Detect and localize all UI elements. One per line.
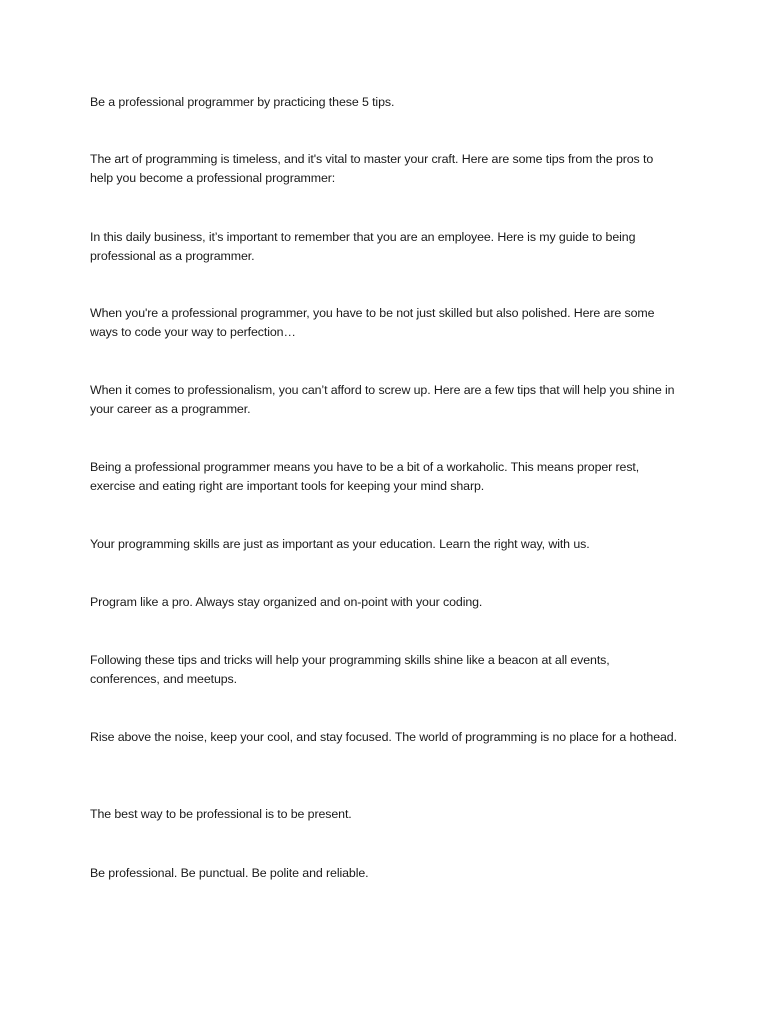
paragraph: Following these tips and tricks will help your programming skills shine like a beacon at all events, conferences, and meetups. <box>90 653 610 686</box>
paragraph: Being a professional programmer means you have to be a bit of a workaholic. This means proper rest, exercise and eating right are important tools for keeping your mind sharp. <box>90 460 640 493</box>
paragraph: The best way to be professional is to be present. <box>90 807 352 821</box>
paragraph: When it comes to professionalism, you can’t afford to screw up. Here are a few tips that will help you shine in your career as a programmer. <box>90 383 675 416</box>
paragraph: The art of programming is timeless, and it's vital to master your craft. Here are some tips from the pros to help you become a professional programmer: <box>90 152 654 185</box>
paragraph: Program like a pro. Always stay organized and on-point with your coding. <box>90 595 483 609</box>
paragraph: In this daily business, it’s important to remember that you are an employee. Here is my guide to being professional as a programmer. <box>90 230 636 263</box>
document-title-line: Be a professional programmer by practicing these 5 tips. <box>90 95 395 109</box>
paragraph: When you're a professional programmer, you have to be not just skilled but also polished. Here are some ways to code your way to perfection… <box>90 306 655 339</box>
paragraph: Be professional. Be punctual. Be polite and reliable. <box>90 866 369 880</box>
paragraph: Rise above the noise, keep your cool, and stay focused. The world of programming is no place for a hothead. <box>90 730 677 744</box>
paragraph: Your programming skills are just as important as your education. Learn the right way, with us. <box>90 537 590 551</box>
